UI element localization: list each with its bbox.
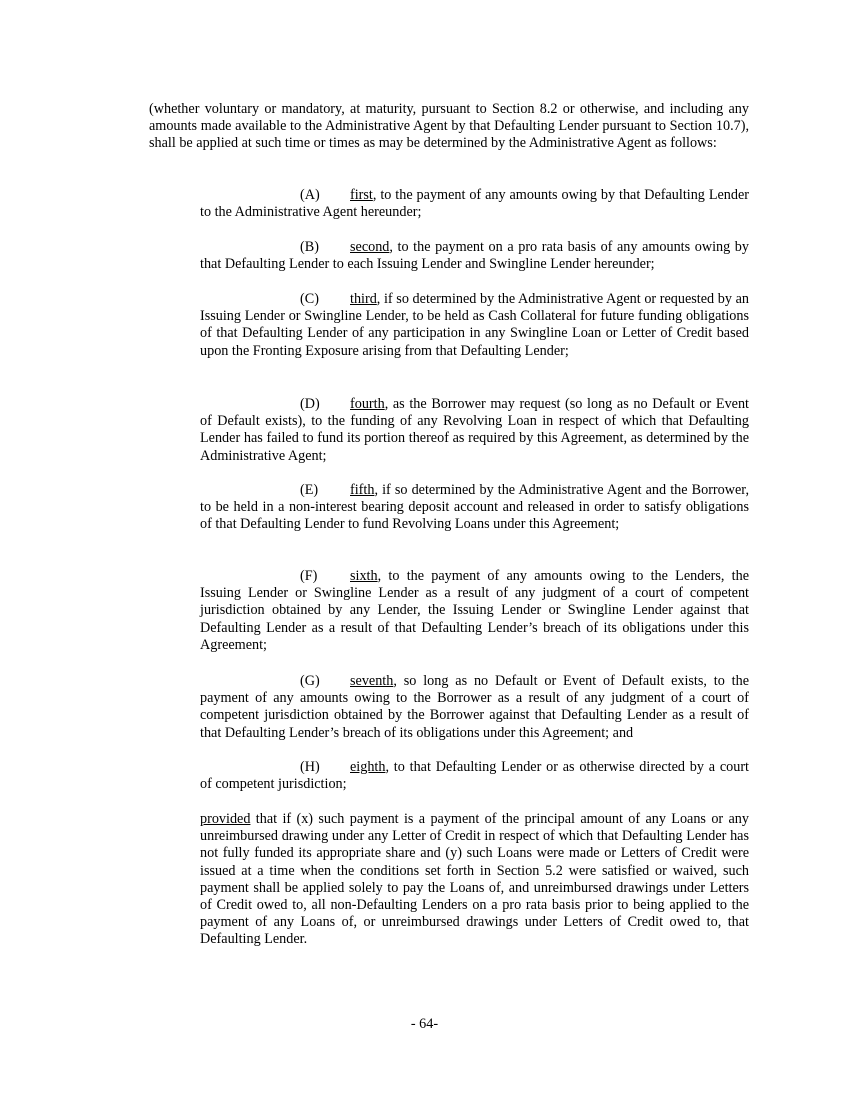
- clause-d: [200, 396, 749, 465]
- clause-label: (G): [300, 673, 320, 689]
- page-number: - 64-: [410, 1016, 439, 1032]
- clause-ordinal: first: [350, 187, 373, 203]
- clause-ordinal: third: [350, 291, 377, 307]
- clause-label: (B): [300, 239, 319, 255]
- clause-a: [200, 187, 749, 221]
- clause-e: [200, 482, 749, 534]
- clause-text: , as the Borrower may request (so long as no Default or Event of Default exists), to the funding of any Revolving Loan in respect of which that Defaulting Lender has failed to fund its portion thereof as required by this Agreement, as determined by the Administrative Agent;: [200, 396, 749, 464]
- clause-text: , so long as no Default or Event of Default exists, to the payment of any amounts owing to the Borrower as a result of any judgment of a court of competent jurisdiction obtained by the Borrower against that Defaulting Lender as a result of that Defaulting Lender’s breach of its obligations under this Agreement; and: [200, 673, 749, 741]
- clause-label: (H): [300, 759, 320, 775]
- clause-f: [200, 568, 749, 654]
- clause-ordinal: eighth: [350, 759, 386, 775]
- clause-label: (D): [300, 396, 320, 412]
- clause-ordinal: fourth: [350, 396, 385, 412]
- clause-text: , if so determined by the Administrative Agent or requested by an Issuing Lender or Swingline Lender, to be held as Cash Collateral for future funding obligations of that Defaulting Lender of any participation in any Swingline Loan or Letter of Credit based upon the Fronting Exposure arising from that Defaulting Lender;: [200, 291, 749, 359]
- clause-text: , if so determined by the Administrative Agent and the Borrower, to be held in a non-interest bearing deposit account and released in order to satisfy obligations of that Defaulting Lender to fund Revolving Loans under this Agreement;: [200, 482, 749, 533]
- proviso-lead: provided: [200, 811, 251, 827]
- clause-text: , to that Defaulting Lender or as otherwise directed by a court of competent jurisdiction;: [200, 759, 749, 793]
- clause-label: (C): [300, 291, 319, 307]
- clause-label: (E): [300, 482, 319, 498]
- clause-ordinal: second: [350, 239, 390, 255]
- clause-ordinal: fifth: [350, 482, 375, 498]
- clause-text: , to the payment on a pro rata basis of any amounts owing by that Defaulting Lender to each Issuing Lender and Swingline Lender hereunder;: [200, 239, 749, 273]
- clause-c: [200, 291, 749, 360]
- clause-ordinal: seventh: [350, 673, 394, 689]
- clause-g: [200, 673, 749, 742]
- clause-ordinal: sixth: [350, 568, 378, 584]
- intro-paragraph: (whether voluntary or mandatory, at maturity, pursuant to Section 8.2 or otherwise, and including any amounts made available to the Administrative Agent by that Defaulting Lender pursuant to Section 10.7), shall be applied at such time or times as may be determined by the Administrative Agent as follows:: [149, 101, 749, 152]
- clause-text: , to the payment of any amounts owing to the Lenders, the Issuing Lender or Swingline Lender as a result of any judgment of a court of competent jurisdiction obtained by any Lender, the Issuing Lender or Swingline Lender against that Defaulting Lender as a result of that Defaulting Lender’s breach of its obligations under this Agreement;: [200, 568, 749, 653]
- proviso-text: that if (x) such payment is a payment of the principal amount of any Loans or any unreimbursed drawing under any Letter of Credit in respect of which that Defaulting Lender has not fully funded its appropriate share and (y) such Loans were made or Letters of Credit were issued at a time when the conditions set forth in Section 5.2 were satisfied or waived, such payment shall be applied solely to pay the Loans of, and unreimbursed drawings under Letters of Credit owed to, all non-Defaulting Lenders on a pro rata basis prior to being applied to the payment of any Loans of, or unreimbursed drawings under Letters of Credit owed to, that Defaulting Lender.: [200, 811, 749, 948]
- clause-label: (F): [300, 568, 318, 584]
- clause-h: [200, 759, 749, 793]
- clause-label: (A): [300, 187, 320, 203]
- clause-text: , to the payment of any amounts owing by that Defaulting Lender to the Administrative Agent hereunder;: [200, 187, 749, 221]
- proviso-paragraph: [200, 811, 749, 949]
- clause-b: [200, 239, 749, 273]
